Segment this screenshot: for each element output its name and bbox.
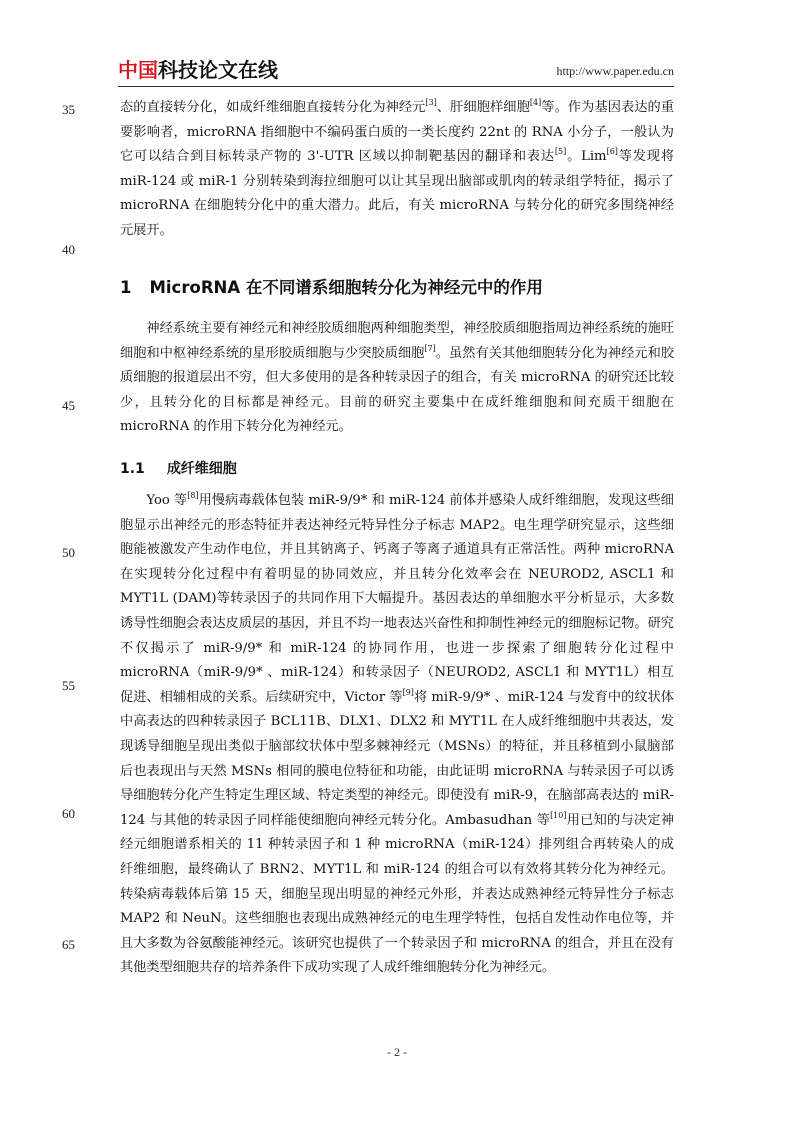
intro-text: 态的直接转分化，如成纤维细胞直接转分化为神经元 xyxy=(120,100,426,115)
citation[interactable]: [6] xyxy=(606,147,618,157)
body-text: Yoo 等 xyxy=(146,493,188,508)
citation[interactable]: [9] xyxy=(402,687,414,697)
page-header xyxy=(118,58,674,82)
subsection-number: 1.1 xyxy=(120,461,145,477)
header-url[interactable]: http://www.paper.edu.cn xyxy=(556,64,674,78)
citation[interactable]: [3] xyxy=(425,98,437,107)
section1-paragraph xyxy=(120,317,674,440)
citation[interactable]: [5] xyxy=(554,147,567,157)
intro-text: 、肝细胞样细胞 xyxy=(436,100,530,115)
section-number: 1 xyxy=(120,278,132,297)
section-title: MicroRNA 在不同谱系细胞转分化为神经元中的作用 xyxy=(149,278,543,297)
citation[interactable]: [7] xyxy=(424,343,436,353)
page-number: - 2 - xyxy=(387,1045,407,1059)
line-number: 60 xyxy=(62,806,75,821)
subsection-paragraph xyxy=(120,489,674,981)
section-heading xyxy=(120,274,543,298)
line-number: 55 xyxy=(62,678,75,693)
citation[interactable]: [8] xyxy=(187,491,199,500)
citation[interactable]: [4] xyxy=(529,98,542,107)
intro-text: 等。作为基因表达的重要影响者，microRNA 指细胞中不编码蛋白质的一类长度约 22nt 的 RNA 小分子，一般认为它可以结合到目标转录产物的 3'-UTR 区域以抑制靶基因的翻译和表达 xyxy=(120,100,675,165)
citation[interactable]: [10] xyxy=(550,810,567,820)
logo-red-text: 中国 xyxy=(118,58,158,82)
body-text: 。虽然有关其他细胞转分化为神经元和胶质细胞的报道层出不穷，但大多使用的是各种转录因子的组合，有关 microRNA 的研究还比较少，且转分化的目标都是神经元。目前的研究主要集中在成纤维细胞和间充质干细胞在 microRNA 的作用下转分化为神经元。 xyxy=(120,345,675,435)
line-number: 65 xyxy=(62,937,75,952)
subsection-title: 成纤维细胞 xyxy=(166,461,237,477)
header-rule xyxy=(118,86,674,87)
intro-text: 。Lim xyxy=(566,149,607,165)
body-text: 将 miR-9/9* 、miR-124 与发育中的纹状体中高表达的四种转录因子 BCL11B、DLX1、DLX2 和 MYT1L 在人成纤维细胞中共表达，发现诱导细胞呈现出类似于脑部纹状体中型多棘神经元（MSNs）的特征，并且移植到小鼠脑部后也表现出与天然 MSNs 相同的膜电位特征和功能，由此证明 microRNA 与转录因子可以诱导细胞转分化产生特定生理区域、特定类型的神经元。即使没有 miR-9，在脑部高表达的 miR-124 与其他的转录因子同样能使细胞向神经元转分化。Ambasudhan 等 xyxy=(120,689,674,828)
line-number: 35 xyxy=(62,102,75,117)
intro-paragraph xyxy=(120,96,674,244)
body-text: 用慢病毒载体包装 miR-9/9* 和 miR-124 前体并感染人成纤维细胞，发现这些细胞显示出神经元的形态特征并表达神经元特异性分子标志 MAP2。电生理学研究显示，这些细胞能被激发产生动作电位，并且其钠离子、钙离子等离子通道具有正常活性。两种 microRNA 在实现转分化过程中有着明显的协同效应，并且转分化效率会在 NEUROD2, ASCL1 和 MYT1L (DAM)等转录因子的共同作用下大幅提升。基因表达的单细胞水平分析显示，大多数诱导性细胞会表达皮质层的基因，并且不均一地表达兴奋性和抑制性神经元的细胞标记物。研究不仅揭示了 miR-9/9* 和 miR-124 的协同作用，也进一步探索了细胞转分化过程中 microRNA（miR-9/9* 、miR-124）和转录因子（NEUROD2, ASCL1 和 MYT1L）相互促进、相辅相成的关系。后续研究中，Victor 等 xyxy=(120,493,674,705)
site-logo xyxy=(118,58,278,82)
body-text: 神经系统主要有神经元和神经胶质细胞两种细胞类型，神经胶质细胞指周边神经系统的施旺细胞和中枢神经系统的星形胶质细胞与少突胶质细胞 xyxy=(120,321,674,361)
body-text: 用已知的与决定神经元细胞谱系相关的 11 种转录因子和 1 种 microRNA（miR-124）排列组合再转染人的成纤维细胞，最终确认了 BRN2、MYT1L 和 miR-124 的组合可以有效将其转分化为神经元。转染病毒载体后第 15 天，细胞呈现出明显的神经元外形，并表达成熟神经元特异性分子标志 MAP2 和 NeuN。这些细胞也表现出成熟神经元的电生理学特性，包括自发性动作电位等，并且大多数为谷氨酸能神经元。该研究也提供了一个转录因子和 microRNA 的组合，并且在没有其他类型细胞共存的培养条件下成功实现了人成纤维细胞转分化为神经元。 xyxy=(120,812,675,976)
line-number: 45 xyxy=(62,398,75,413)
line-number: 50 xyxy=(62,545,75,560)
subsection-heading xyxy=(120,458,237,478)
logo-black-text: 科技论文在线 xyxy=(158,58,278,82)
intro-text: 等发现将 miR-124 或 miR-1 分别转染到海拉细胞可以让其呈现出脑部或肌肉的转录组学特征，揭示了 microRNA 在细胞转分化中的重大潜力。此后，有关 microRNA 与转分化的研究多围绕神经元展开。 xyxy=(120,149,675,238)
line-number: 40 xyxy=(62,242,75,257)
